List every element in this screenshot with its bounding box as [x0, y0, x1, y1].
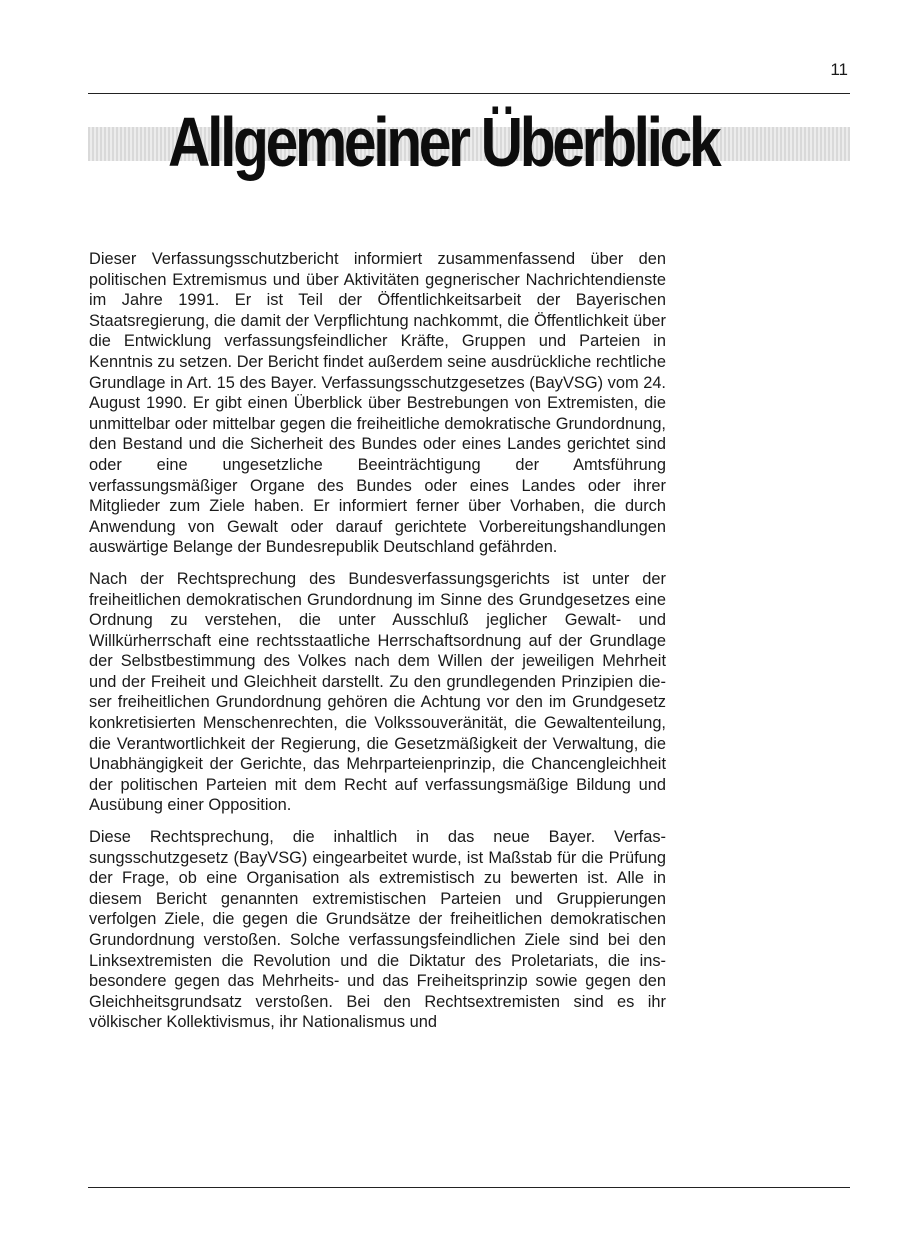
page-number: 11: [830, 60, 848, 79]
page-title: Allgemeiner Überblick: [168, 103, 719, 181]
top-rule: [88, 93, 850, 94]
paragraph-1: Dieser Verfassungsschutzbericht informiert zusammenfassend über den politischen Extremismus und über Aktivitäten gegnerischer Nachrichtendienste im Jahre 1991. Er ist Teil der Öffentlichkeitsarbeit der Bayerischen Staatsregierung, die damit der Verpflichtung nachkommt, die Öffentlichkeit über die Entwicklung verfassungsfeindlicher Kräfte, Gruppen und Parteien in Kenntnis zu setzen. Der Bericht findet außerdem seine ausdrückliche rechtliche Grundlage in Art. 15 des Bayer. Verfassungsschutzgesetzes (BayVSG) vom 24. August 1990. Er gibt einen Überblick über Bestrebungen von Extremisten, die unmittelbar oder mittelbar gegen die freiheitliche demokratische Grundordnung, den Bestand und die Sicherheit des Bundes oder eines Landes gerichtet sind oder eine ungesetzliche Beeinträchtigung der Amtsführung verfassungsmäßiger Organe des Bundes oder eines Landes oder ihrer Mitglieder zum Ziele haben. Er informiert ferner über Vorhaben, die durch Anwendung von Gewalt oder darauf gerichtete Vorbereitungshandlungen auswärtige Belange der Bundesrepublik Deutschland gefährden.: [89, 250, 666, 557]
bottom-rule: [88, 1187, 850, 1188]
paragraph-3: Diese Rechtsprechung, die inhaltlich in das neue Bayer. Verfassungsschutzgesetz (BayVSG) eingearbeitet wurde, ist Maßstab für die Prüfung der Frage, ob eine Organisation als extremistisch zu bewerten ist. Alle in diesem Bericht genannten extremistischen Parteien und Gruppierungen verfolgen Ziele, die gegen die Grundsätze der freiheitlichen demokratischen Grundordnung verstoßen. Solche verfassungsfeindlichen Ziele sind bei den Linksextremisten die Revolution und die Diktatur des Proletariats, die insbesondere gegen das Mehrheits- und das Freiheitsprinzip sowie gegen den Gleichheitsgrundsatz verstoßen. Bei den Rechtsextremisten sind es ihr völkischer Kollektivismus, ihr Nationalismus und: [89, 828, 666, 1032]
body-text: [89, 249, 666, 1044]
paragraph-2: Nach der Rechtsprechung des Bundesverfassungsgerichts ist unter der freiheitlichen demokratischen Grundordnung im Sinne des Grundgesetzes eine Ordnung zu verstehen, die unter Ausschluß jeglicher Gewalt- und Willkürherrschaft eine rechtsstaatliche Herrschaftsordnung auf der Grundlage der Selbstbestimmung des Volkes nach dem Willen der jeweiligen Mehrheit und der Freiheit und Gleichheit darstellt. Zu den grundlegenden Prinzipien dieser freiheitlichen Grundordnung gehören die Achtung vor den im Grundgesetz konkretisierten Menschenrechten, die Volkssouveränität, die Gewaltenteilung, die Verantwortlichkeit der Regierung, die Gesetzmäßigkeit der Verwaltung, die Unabhängigkeit der Gerichte, das Mehrparteienprinzip, die Chancengleichheit der politischen Parteien mit dem Recht auf verfassungsmäßige Bildung und Ausübung einer Opposition.: [89, 569, 666, 815]
